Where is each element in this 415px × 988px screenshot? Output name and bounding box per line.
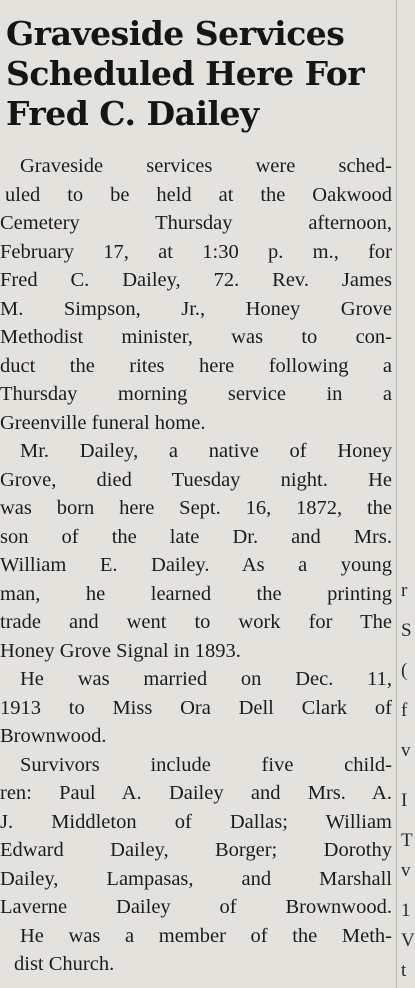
article-line: Edward Dailey, Borger; Dorothy [0, 839, 392, 861]
adjacent-column-fragment: I [401, 790, 408, 811]
article-line: ren: Paul A. Dailey and Mrs. A. [0, 782, 392, 804]
article-line: Greenville funeral home. [0, 411, 206, 434]
headline [6, 14, 364, 134]
article-line: Graveside services were sched- [20, 155, 392, 177]
article-line: Survivors include five child- [20, 753, 392, 776]
adjacent-column-fragment: T [401, 830, 413, 851]
article-line: was born here Sept. 16, 1872, the [0, 497, 392, 519]
adjacent-column-fragment: t [401, 960, 407, 981]
headline-line: Scheduled Here For [6, 54, 365, 93]
adjacent-column-fragment: ( [401, 660, 408, 681]
article-line: Thursday morning service in a [0, 383, 392, 405]
article-line: son of the late Dr. and Mrs. [0, 525, 392, 548]
article-line: Honey Grove Signal in 1893. [0, 639, 241, 662]
article-line: man, he learned the printing [0, 582, 392, 605]
article-line: 1913 to Miss Ora Dell Clark of [0, 696, 392, 719]
adjacent-column-fragment: f [401, 700, 408, 721]
adjacent-column-fragment: S [401, 620, 412, 641]
article-line: Cemetery Thursday afternoon, [0, 212, 392, 234]
article-line: Laverne Dailey of Brownwood. [0, 896, 392, 918]
adjacent-column-fragment: V [401, 930, 415, 951]
article-line: duct the rites here following a [0, 354, 392, 377]
adjacent-column-fragments [397, 0, 415, 988]
article-line: Methodist minister, was to con- [0, 326, 392, 348]
article-line: Grove, died Tuesday night. He [0, 468, 392, 491]
article-line: trade and went to work for The [0, 611, 392, 633]
adjacent-column-fragment: v [401, 860, 411, 881]
article-line: M. Simpson, Jr., Honey Grove [0, 297, 392, 320]
headline-line: Fred C. Dailey [6, 94, 259, 133]
article-line: February 17, at 1:30 p. m., for [0, 240, 392, 263]
article-line: uled to be held at the Oakwood [5, 183, 392, 206]
article-line: He was married on Dec. 11, [20, 668, 392, 690]
article-line: Mr. Dailey, a native of Honey [20, 440, 392, 462]
article-line: dist Church. [14, 953, 115, 975]
headline-line: Graveside Services [6, 14, 345, 53]
adjacent-column-fragment: 1 [401, 900, 411, 921]
article-line: William E. Dailey. As a young [0, 554, 392, 576]
article-line: Fred C. Dailey, 72. Rev. James [0, 269, 392, 291]
article-line: He was a member of the Meth- [20, 924, 392, 947]
article-line: Brownwood. [0, 725, 107, 747]
adjacent-column-fragment: v [401, 740, 411, 761]
adjacent-column-fragment: r [401, 580, 408, 601]
article-line: J. Middleton of Dallas; William [0, 810, 392, 833]
article-line: Dailey, Lampasas, and Marshall [0, 867, 392, 890]
